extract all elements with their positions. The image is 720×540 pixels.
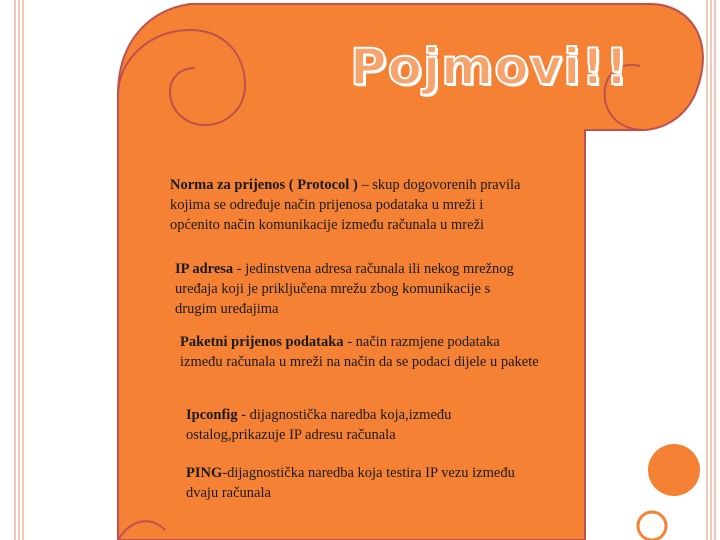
term-name: Norma za prijenos ( Protocol ) bbox=[170, 177, 358, 193]
term-protocol bbox=[170, 175, 530, 235]
accent-circle-small bbox=[638, 512, 666, 540]
term-packet-transfer bbox=[180, 332, 540, 372]
term-definition: - jedinstvena adresa računala ili nekog mrežnog uređaja koji je priključena mrežu zbog komunikacije s drugim uređajima bbox=[175, 261, 514, 317]
term-definition: -dijagnostička naredba koja testira IP vezu između dvaju računala bbox=[186, 465, 515, 501]
term-name: PING bbox=[186, 465, 223, 481]
term-ipconfig bbox=[186, 405, 546, 445]
term-name: Paketni prijenos podataka bbox=[180, 334, 344, 350]
term-definition: - dijagnostička naredba koja,između ostalog,prikazuje IP adresu računala bbox=[186, 407, 452, 443]
term-name: IP adresa bbox=[175, 261, 234, 277]
slide-title: Pojmovi!! bbox=[350, 38, 629, 96]
term-definition: – skup dogovorenih pravila kojima se određuje način prijenosa podataka u mreži i općenito način komunikacije između računala u mreži bbox=[170, 177, 521, 233]
term-definition: - način razmjene podataka između računala u mreži na način da se podaci dijele u pakete bbox=[180, 334, 539, 370]
term-ip-address bbox=[175, 259, 535, 319]
term-name: Ipconfig bbox=[186, 407, 238, 423]
accent-circle-large bbox=[648, 444, 700, 496]
term-ping bbox=[186, 463, 546, 503]
